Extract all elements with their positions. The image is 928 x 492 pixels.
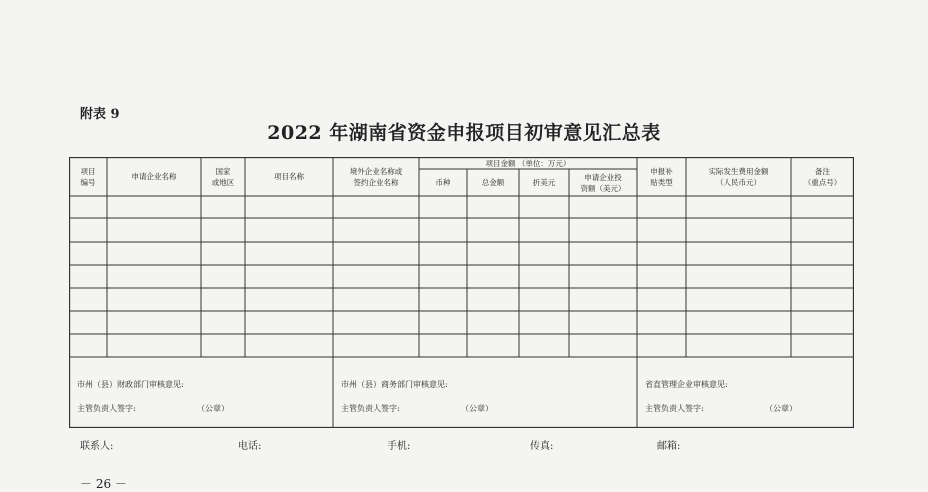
- footer-contact: 联系人:: [80, 441, 114, 452]
- table-grid-lines: [69, 157, 854, 428]
- commerce-signature-label: 主管负责人签字:: [341, 404, 400, 413]
- provincial-signature-label: 主管负责人签字:: [645, 404, 704, 413]
- header-actual-cost: 实际发生费用金额 （人民币元）: [708, 166, 769, 187]
- commerce-seal-label: （公章）: [461, 404, 493, 413]
- finance-dept-review-label: 市州（县）财政部门审核意见:: [77, 380, 184, 389]
- header-country: 国家 或地区: [211, 166, 235, 187]
- header-remarks: 备注 （重点号）: [803, 166, 842, 187]
- header-currency: 币种: [435, 178, 451, 187]
- provincial-enterprise-review-label: 省直管理企业审核意见:: [645, 380, 728, 389]
- page-number: － 26 －: [80, 477, 127, 491]
- appendix-label: 附表 9: [80, 107, 120, 122]
- header-overseas-company: 境外企业名称或 签约企业名称: [349, 166, 403, 187]
- header-project-no: 项目 编号: [80, 166, 96, 187]
- header-project-name: 项目名称: [274, 172, 304, 181]
- header-subsidy-type: 申报补 贴类型: [650, 166, 673, 187]
- summary-table: [69, 157, 854, 428]
- footer-fax: 传真:: [530, 441, 554, 452]
- page-title: 2022 年湖南省资金申报项目初审意见汇总表: [267, 122, 661, 144]
- footer-mobile: 手机:: [387, 441, 411, 452]
- provincial-seal-label: （公章）: [765, 404, 797, 413]
- header-usd-amount: 折美元: [532, 178, 556, 187]
- header-applicant: 申请企业名称: [131, 172, 177, 181]
- commerce-dept-review-label: 市州（县）商务部门审核意见:: [341, 380, 448, 389]
- finance-seal-label: （公章）: [197, 404, 229, 413]
- finance-signature-label: 主管负责人签字:: [77, 404, 136, 413]
- header-amount-group: 项目金额 （单位：万元）: [485, 158, 571, 168]
- header-total-amount: 总金额: [481, 178, 505, 187]
- footer-phone: 电话:: [238, 441, 262, 452]
- footer-email: 邮箱:: [657, 441, 681, 452]
- header-applicant-investment: 申请企业投 资额（美元）: [580, 172, 626, 193]
